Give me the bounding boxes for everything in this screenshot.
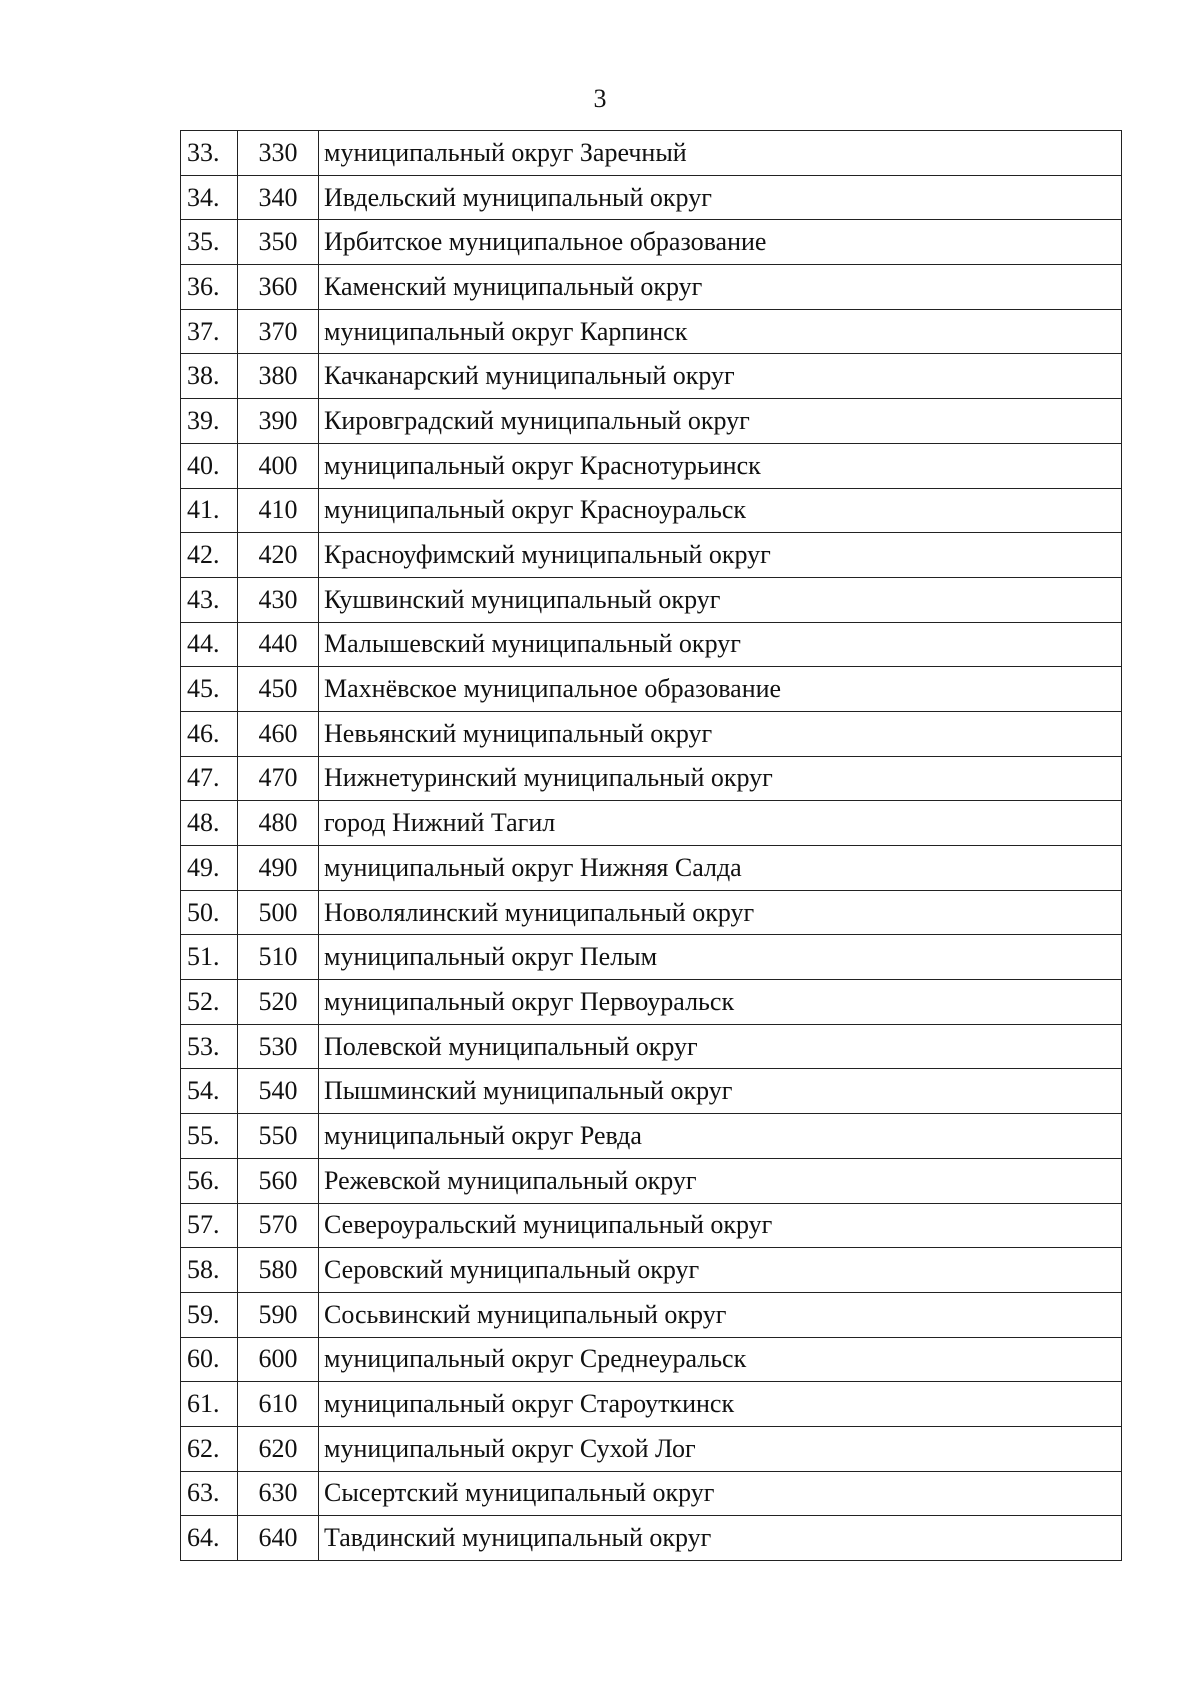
row-code: 640 [238,1516,319,1561]
row-name: муниципальный округ Заречный [319,131,1122,176]
row-number: 56. [181,1158,238,1203]
row-code: 480 [238,801,319,846]
table-row [181,1248,1122,1293]
row-code: 470 [238,756,319,801]
table-row [181,846,1122,891]
row-number: 36. [181,265,238,310]
row-name: Каменский муниципальный округ [319,265,1122,310]
table-row [181,1114,1122,1159]
table-body [181,131,1122,1561]
row-code: 420 [238,533,319,578]
row-code: 570 [238,1203,319,1248]
row-name: Невьянский муниципальный округ [319,711,1122,756]
row-number: 40. [181,443,238,488]
row-code: 610 [238,1382,319,1427]
row-name: Ивдельский муниципальный округ [319,175,1122,220]
row-number: 57. [181,1203,238,1248]
row-code: 630 [238,1471,319,1516]
row-number: 38. [181,354,238,399]
row-name: муниципальный округ Нижняя Салда [319,846,1122,891]
table-row [181,1069,1122,1114]
row-code: 600 [238,1337,319,1382]
row-code: 440 [238,622,319,667]
row-number: 43. [181,577,238,622]
row-number: 35. [181,220,238,265]
row-number: 51. [181,935,238,980]
table-row [181,667,1122,712]
row-number: 42. [181,533,238,578]
row-code: 430 [238,577,319,622]
row-name: муниципальный округ Сухой Лог [319,1426,1122,1471]
row-code: 620 [238,1426,319,1471]
table-row [181,1382,1122,1427]
table-row [181,1203,1122,1248]
row-code: 450 [238,667,319,712]
row-code: 510 [238,935,319,980]
row-code: 360 [238,265,319,310]
row-name: город Нижний Тагил [319,801,1122,846]
row-name: Пышминский муниципальный округ [319,1069,1122,1114]
table-row [181,1158,1122,1203]
row-name: муниципальный округ Красноуральск [319,488,1122,533]
row-number: 44. [181,622,238,667]
row-code: 490 [238,846,319,891]
row-name: Ирбитское муниципальное образование [319,220,1122,265]
row-name: Полевской муниципальный округ [319,1024,1122,1069]
table-row [181,577,1122,622]
row-code: 350 [238,220,319,265]
row-code: 590 [238,1292,319,1337]
row-number: 52. [181,980,238,1025]
row-code: 560 [238,1158,319,1203]
row-code: 390 [238,399,319,444]
table-row [181,801,1122,846]
table-row [181,533,1122,578]
table-row [181,622,1122,667]
page-number: 3 [593,84,607,113]
table-row [181,756,1122,801]
table-row [181,309,1122,354]
table-row [181,1426,1122,1471]
row-name: Малышевский муниципальный округ [319,622,1122,667]
table-row [181,265,1122,310]
row-code: 460 [238,711,319,756]
table-row [181,131,1122,176]
row-name: Режевской муниципальный округ [319,1158,1122,1203]
table-row [181,488,1122,533]
row-name: Североуральский муниципальный округ [319,1203,1122,1248]
row-number: 39. [181,399,238,444]
row-number: 58. [181,1248,238,1293]
municipality-table [180,130,1122,1561]
row-code: 520 [238,980,319,1025]
row-number: 59. [181,1292,238,1337]
row-name: Кировградский муниципальный округ [319,399,1122,444]
row-code: 540 [238,1069,319,1114]
row-number: 49. [181,846,238,891]
table-row [181,1516,1122,1561]
row-number: 48. [181,801,238,846]
row-number: 63. [181,1471,238,1516]
row-number: 54. [181,1069,238,1114]
row-number: 33. [181,131,238,176]
row-code: 530 [238,1024,319,1069]
row-number: 47. [181,756,238,801]
row-name: Махнёвское муниципальное образование [319,667,1122,712]
row-name: Серовский муниципальный округ [319,1248,1122,1293]
table-row [181,1024,1122,1069]
row-code: 400 [238,443,319,488]
row-name: муниципальный округ Староуткинск [319,1382,1122,1427]
row-code: 340 [238,175,319,220]
row-number: 46. [181,711,238,756]
table-row [181,935,1122,980]
row-name: муниципальный округ Первоуральск [319,980,1122,1025]
row-number: 53. [181,1024,238,1069]
row-name: Нижнетуринский муниципальный округ [319,756,1122,801]
row-number: 37. [181,309,238,354]
row-number: 61. [181,1382,238,1427]
row-name: Качканарский муниципальный округ [319,354,1122,399]
row-code: 410 [238,488,319,533]
row-number: 41. [181,488,238,533]
row-code: 550 [238,1114,319,1159]
row-number: 60. [181,1337,238,1382]
table-row [181,443,1122,488]
table-row [181,1292,1122,1337]
row-name: муниципальный округ Среднеуральск [319,1337,1122,1382]
table-row [181,1337,1122,1382]
row-number: 45. [181,667,238,712]
row-number: 50. [181,890,238,935]
row-number: 62. [181,1426,238,1471]
row-name: Тавдинский муниципальный округ [319,1516,1122,1561]
row-name: Кушвинский муниципальный округ [319,577,1122,622]
row-name: Новолялинский муниципальный округ [319,890,1122,935]
table-row [181,175,1122,220]
table-row [181,890,1122,935]
row-number: 64. [181,1516,238,1561]
table-row [181,399,1122,444]
row-code: 330 [238,131,319,176]
table-row [181,980,1122,1025]
row-number: 55. [181,1114,238,1159]
row-code: 500 [238,890,319,935]
row-name: Красноуфимский муниципальный округ [319,533,1122,578]
table-row [181,354,1122,399]
row-name: муниципальный округ Пелым [319,935,1122,980]
row-code: 370 [238,309,319,354]
row-name: муниципальный округ Карпинск [319,309,1122,354]
row-code: 380 [238,354,319,399]
row-code: 580 [238,1248,319,1293]
row-name: муниципальный округ Ревда [319,1114,1122,1159]
row-name: муниципальный округ Краснотурьинск [319,443,1122,488]
table-row [181,711,1122,756]
table-row [181,220,1122,265]
table-row [181,1471,1122,1516]
row-name: Сосьвинский муниципальный округ [319,1292,1122,1337]
row-name: Сысертский муниципальный округ [319,1471,1122,1516]
row-number: 34. [181,175,238,220]
